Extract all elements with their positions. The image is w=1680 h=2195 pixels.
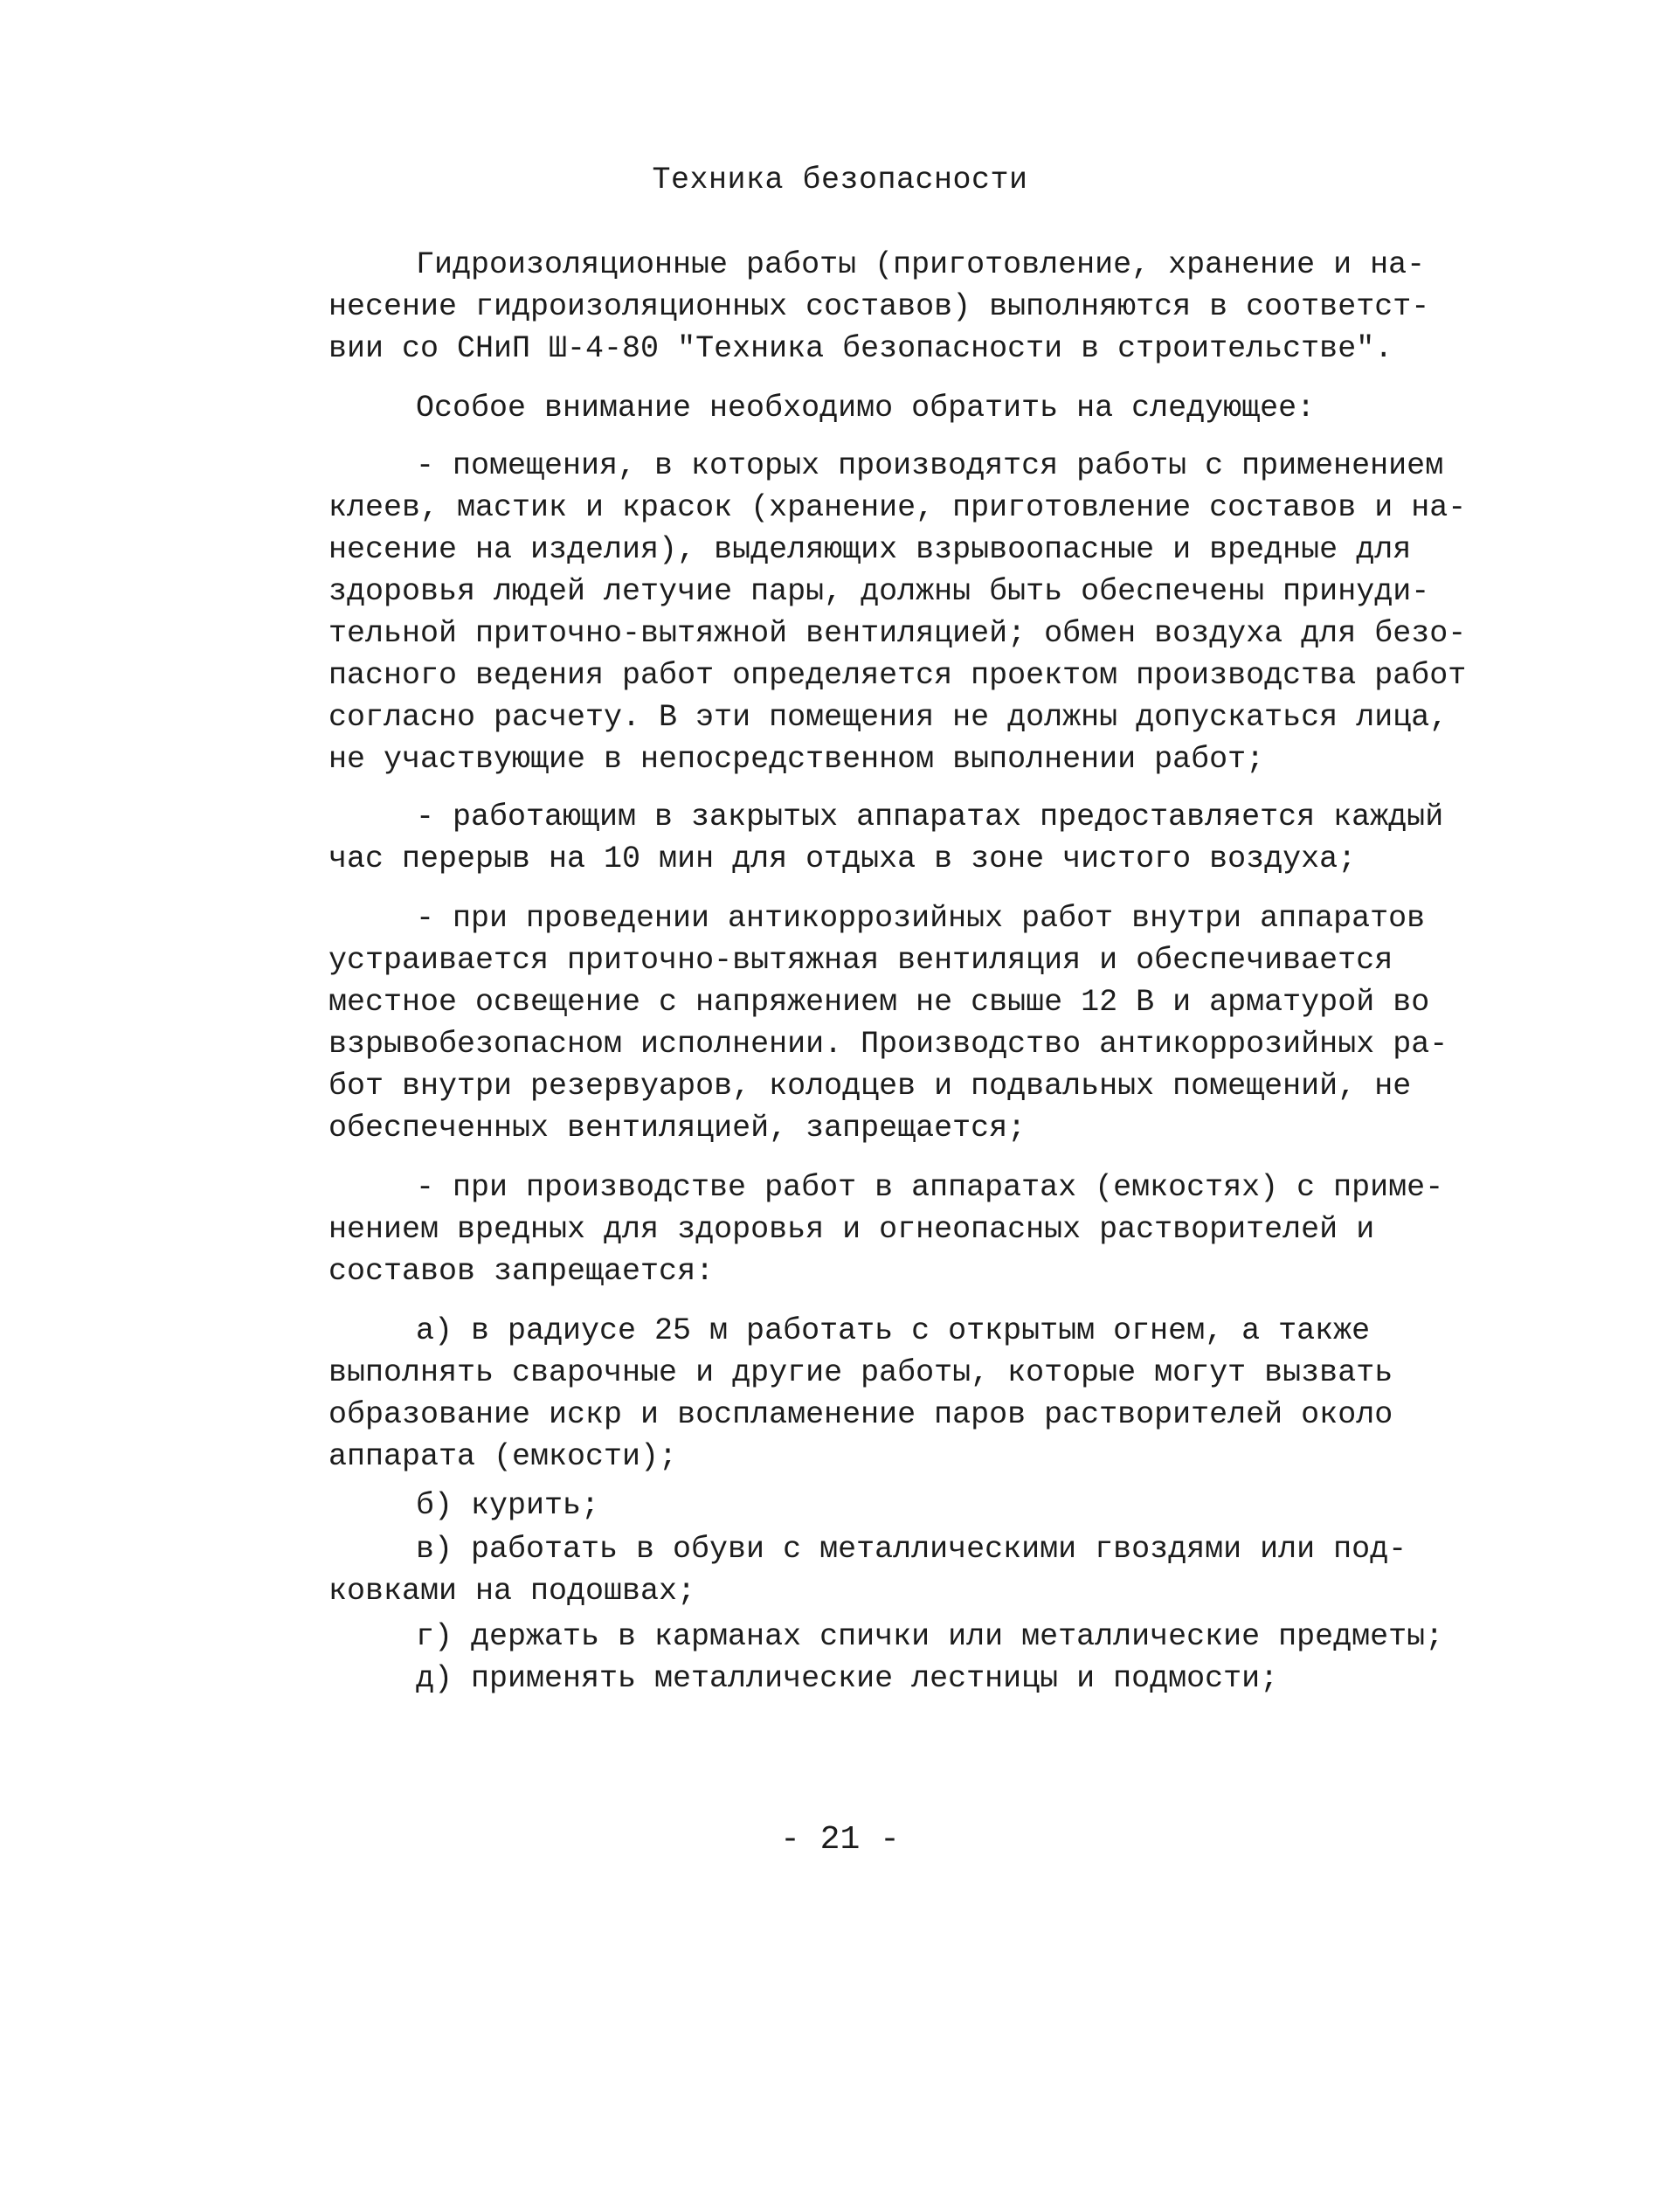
page-title: Техника безопасности	[652, 163, 1028, 197]
page-number: - 21 -	[780, 1821, 900, 1859]
text-line: - помещения, в которых производятся работы с применением	[416, 448, 1444, 483]
text-line: - при проведении антикоррозийных работ внутри аппаратов	[416, 901, 1426, 936]
text-line: местное освещение с напряжением не свыше 12 В и арматурой во	[328, 985, 1430, 1020]
text-line: - работающим в закрытых аппаратах предоставляется каждый	[416, 800, 1444, 834]
text-line: несение на изделия), выделяющих взрывоопасные и вредные для	[328, 532, 1412, 567]
text-line: составов запрещается:	[328, 1254, 715, 1289]
text-line: - при производстве работ в аппаратах (емкостях) с приме-	[416, 1170, 1444, 1205]
item-b-smoking: б) курить;	[416, 1488, 600, 1523]
text-line: ковками на подошвах;	[328, 1574, 696, 1609]
text-line: образование искр и воспламенение паров растворителей около	[328, 1397, 1393, 1432]
item-d-ladders: д) применять металлические лестницы и подмости;	[416, 1661, 1279, 1696]
text-line: тельной приточно-вытяжной вентиляцией; обмен воздуха для безо-	[328, 616, 1467, 651]
text-line: пасного ведения работ определяется проектом производства работ	[328, 658, 1467, 693]
text-line: бот внутри резервуаров, колодцев и подвальных помещений, не	[328, 1069, 1412, 1104]
text-line: Гидроизоляционные работы (приготовление, хранение и на-	[416, 247, 1426, 282]
text-line: устраивается приточно-вытяжная вентиляция и обеспечивается	[328, 943, 1393, 978]
text-line: выполнять сварочные и другие работы, которые могут вызвать	[328, 1355, 1393, 1390]
text-line: согласно расчету. В эти помещения не должны допускаться лица,	[328, 700, 1448, 735]
text-line: здоровья людей летучие пары, должны быть обеспечены принуди-	[328, 574, 1430, 609]
attention-line: Особое внимание необходимо обратить на следующее:	[416, 391, 1316, 426]
text-line: клеев, мастик и красок (хранение, приготовление составов и на-	[328, 490, 1467, 525]
text-line: не участвующие в непосредственном выполнении работ;	[328, 742, 1265, 777]
text-line: в) работать в обуви с металлическими гвоздями или под-	[416, 1532, 1407, 1567]
item-g-pockets: г) держать в карманах спички или металлические предметы;	[416, 1619, 1444, 1654]
text-line: а) в радиусе 25 м работать с открытым огнем, а также	[416, 1313, 1371, 1348]
text-line: несение гидроизоляционных составов) выполняются в соответст-	[328, 289, 1430, 324]
text-line: аппарата (емкости);	[328, 1439, 678, 1474]
text-line: обеспеченных вентиляцией, запрещается;	[328, 1111, 1027, 1146]
text-line: час перерыв на 10 мин для отдыха в зоне чистого воздуха;	[328, 841, 1357, 876]
text-line: нением вредных для здоровья и огнеопасных растворителей и	[328, 1212, 1375, 1247]
text-line: вии со СНиП Ш-4-80 "Техника безопасности в строительстве".	[328, 331, 1393, 366]
text-line: взрывобезопасном исполнении. Производство антикоррозийных ра-	[328, 1027, 1448, 1062]
